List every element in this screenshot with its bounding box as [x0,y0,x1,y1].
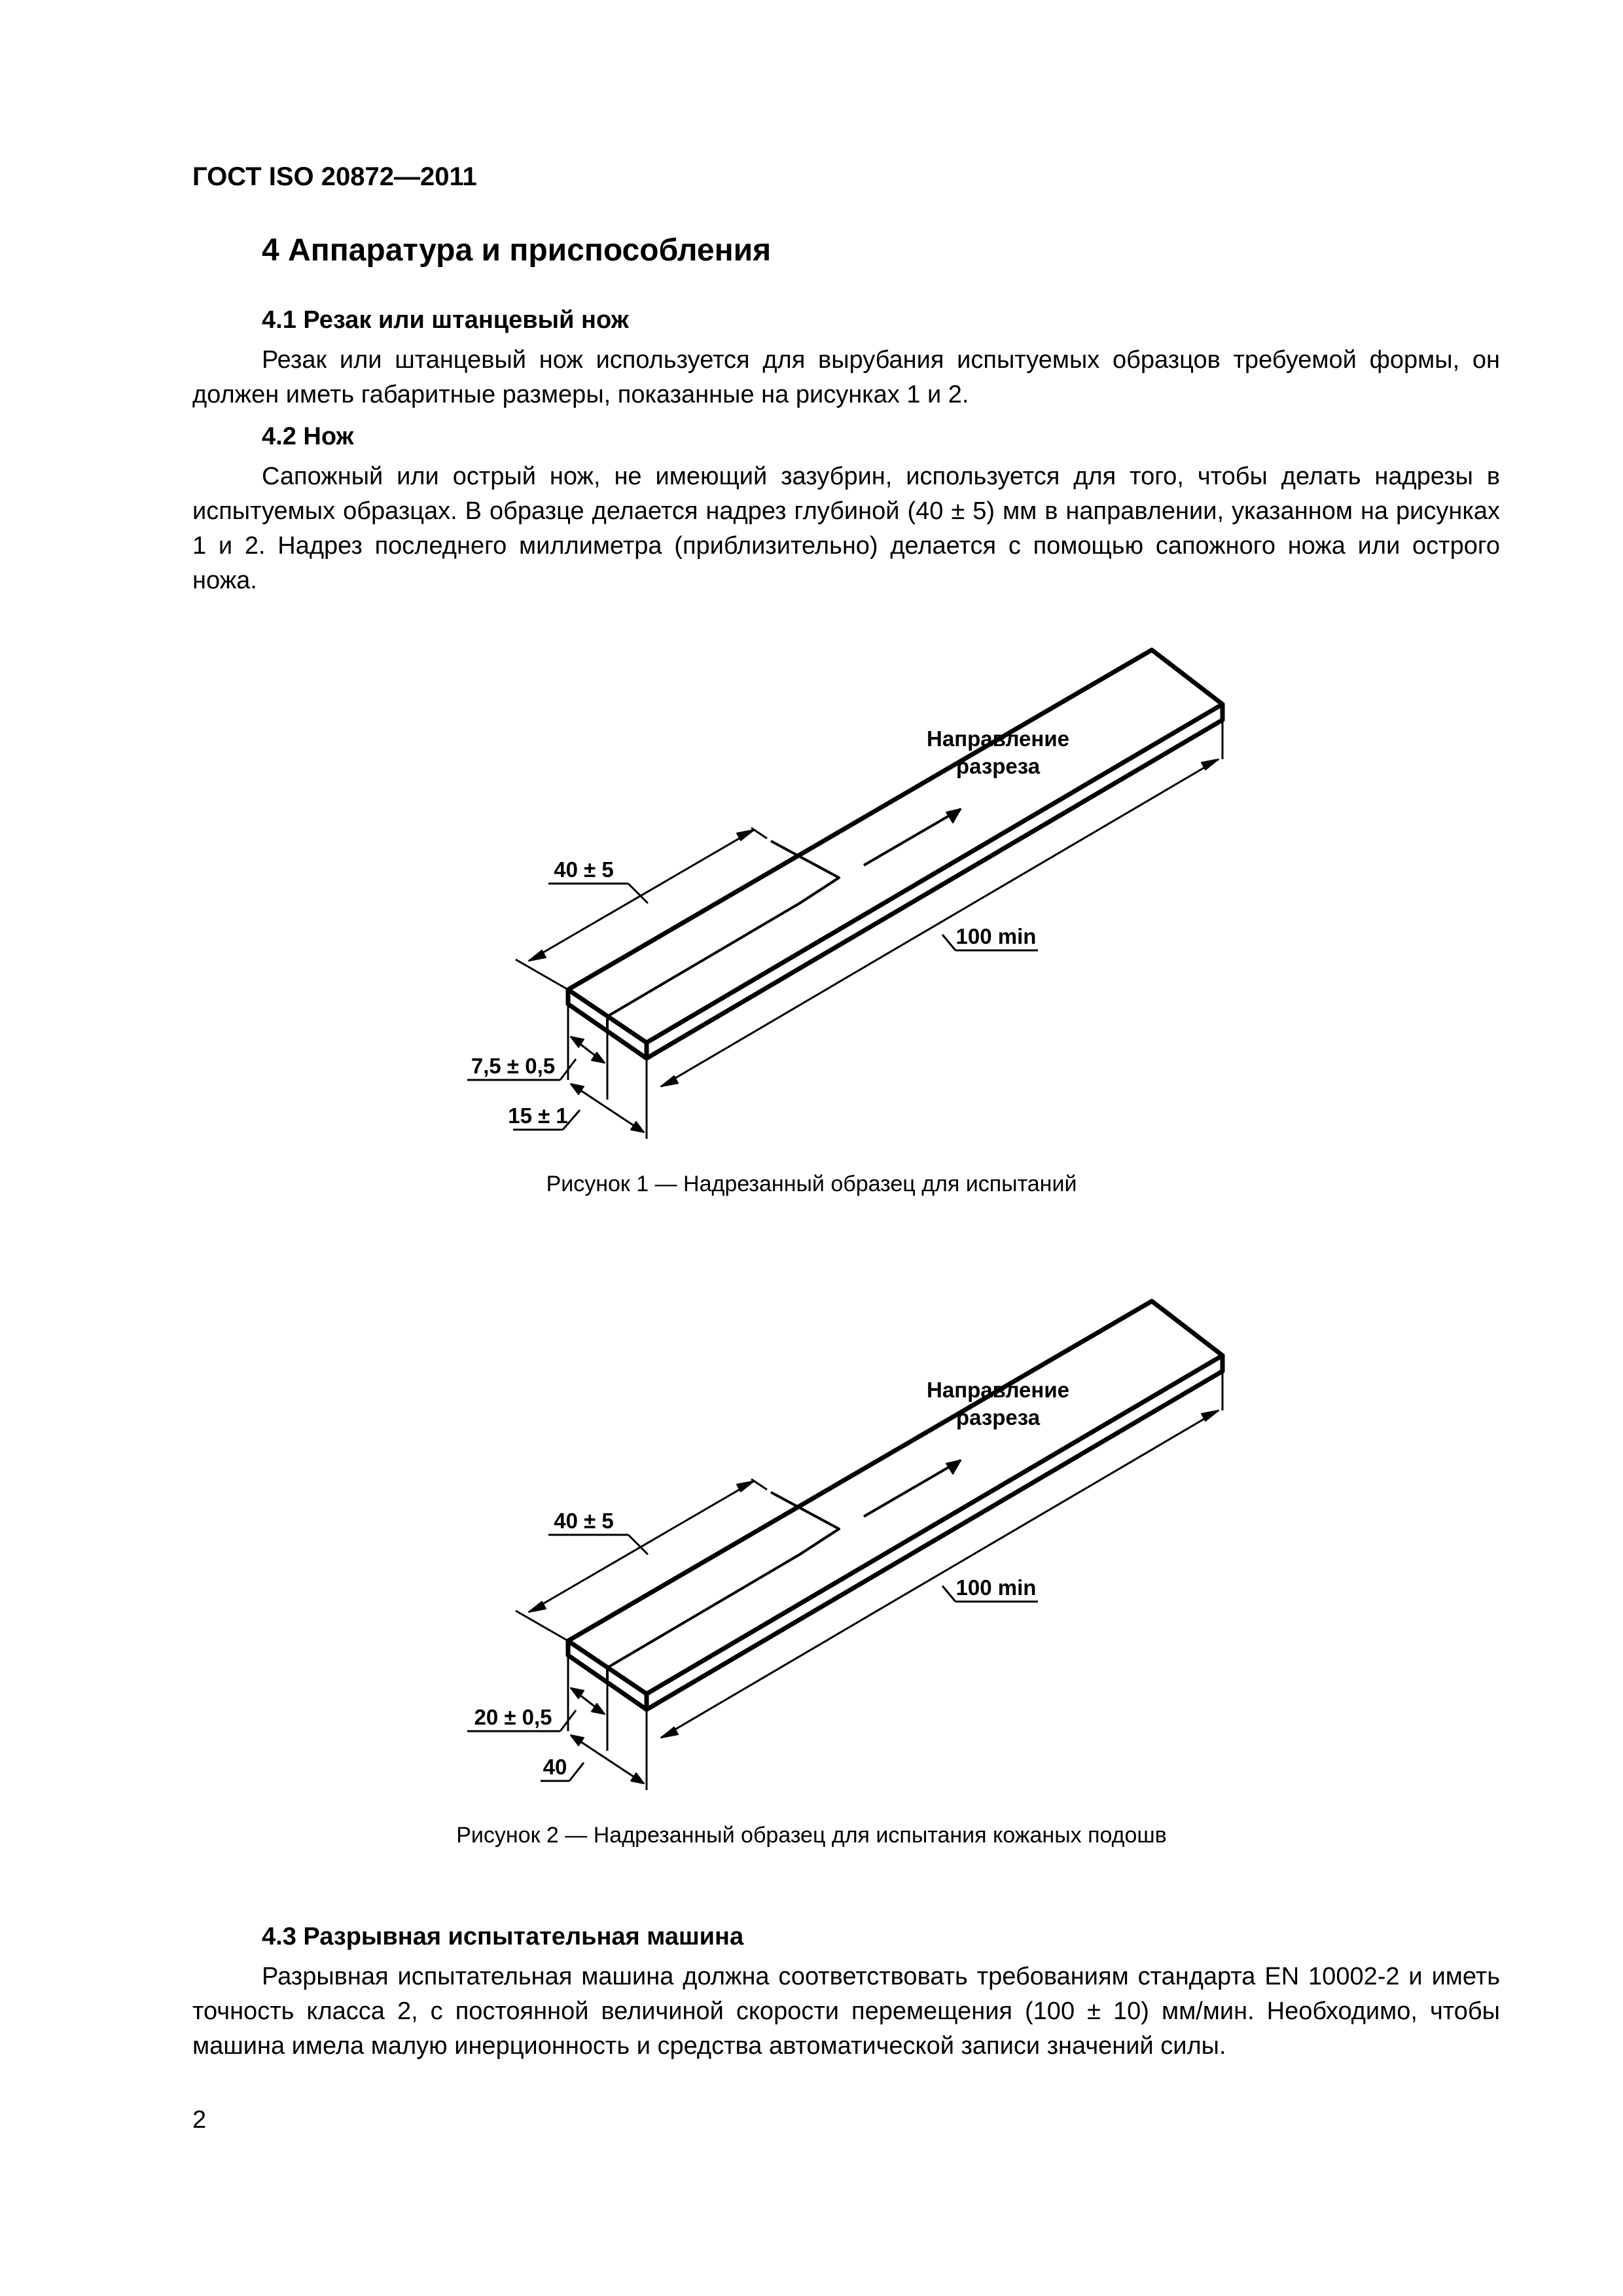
dim-100-line [661,1410,1219,1738]
figure-1-caption: Рисунок 1 — Надрезанный образец для испытаний [546,1172,1077,1196]
direction-arrow [864,1460,961,1516]
section-4-1-text: Резак или штанцевый нож используется для вырубания испытуемых образцов требуемой формы, он должен иметь габаритные размеры, показанные на рисунках 1 и 2. [192,346,1500,408]
direction-label-line1: Направление [927,1378,1069,1402]
section-4-title: 4 Аппаратура и приспособления [262,233,772,268]
figure-2-drawing [0,1280,1623,1816]
page-number: 2 [192,2106,207,2134]
figure-2-caption: Рисунок 2 — Надрезанный образец для испытания кожаных подошв [456,1823,1167,1848]
dim-40-label: 40 ± 5 [554,857,614,882]
dim-100-line [661,759,1219,1086]
section-4-3-title: 4.3 Разрывная испытательная машина [262,1923,744,1950]
section-4-1-title: 4.1 Резак или штанцевый нож [262,306,629,334]
dim-40-width-label: 40 [543,1755,567,1779]
direction-label-line2: разреза [955,754,1041,778]
direction-label-line1: Направление [927,726,1069,751]
dim-20-label: 20 ± 0,5 [474,1705,552,1729]
dim-100-label: 100 min [955,1575,1037,1600]
section-4-3-text: Разрывная испытательная машина должна соответствовать требованиям стандарта EN 10002-2 и иметь точность класса 2, с постоянной величиной скорости перемещения (100 ± 10) мм/мин. Необходимо, чтобы машина имела малую инерционность и средства автоматической записи значений силы. [192,1963,1500,2060]
direction-arrow [864,809,961,865]
document-header: ГОСТ ISO 20872—2011 [192,162,477,191]
section-4-2-title: 4.2 Нож [262,423,354,450]
figure-1-drawing [0,628,1623,1165]
dim-40-label: 40 ± 5 [554,1509,614,1533]
section-4-2-text: Сапожный или острый нож, не имеющий зазубрин, используется для того, чтобы делать надрезы в испытуемых образцах. В образце делается надрез глубиной (40 ± 5) мм в направлении, указанном на рисунках 1 и 2. Надрез последнего миллиметра (приблизительно) делается с помощью сапожного ножа или острого ножа. [192,463,1500,594]
dim-15-label: 15 ± 1 [508,1103,568,1128]
dim-100-label: 100 min [955,924,1037,948]
dim-7-5-label: 7,5 ± 0,5 [471,1054,556,1078]
direction-label-line2: разреза [955,1405,1041,1429]
